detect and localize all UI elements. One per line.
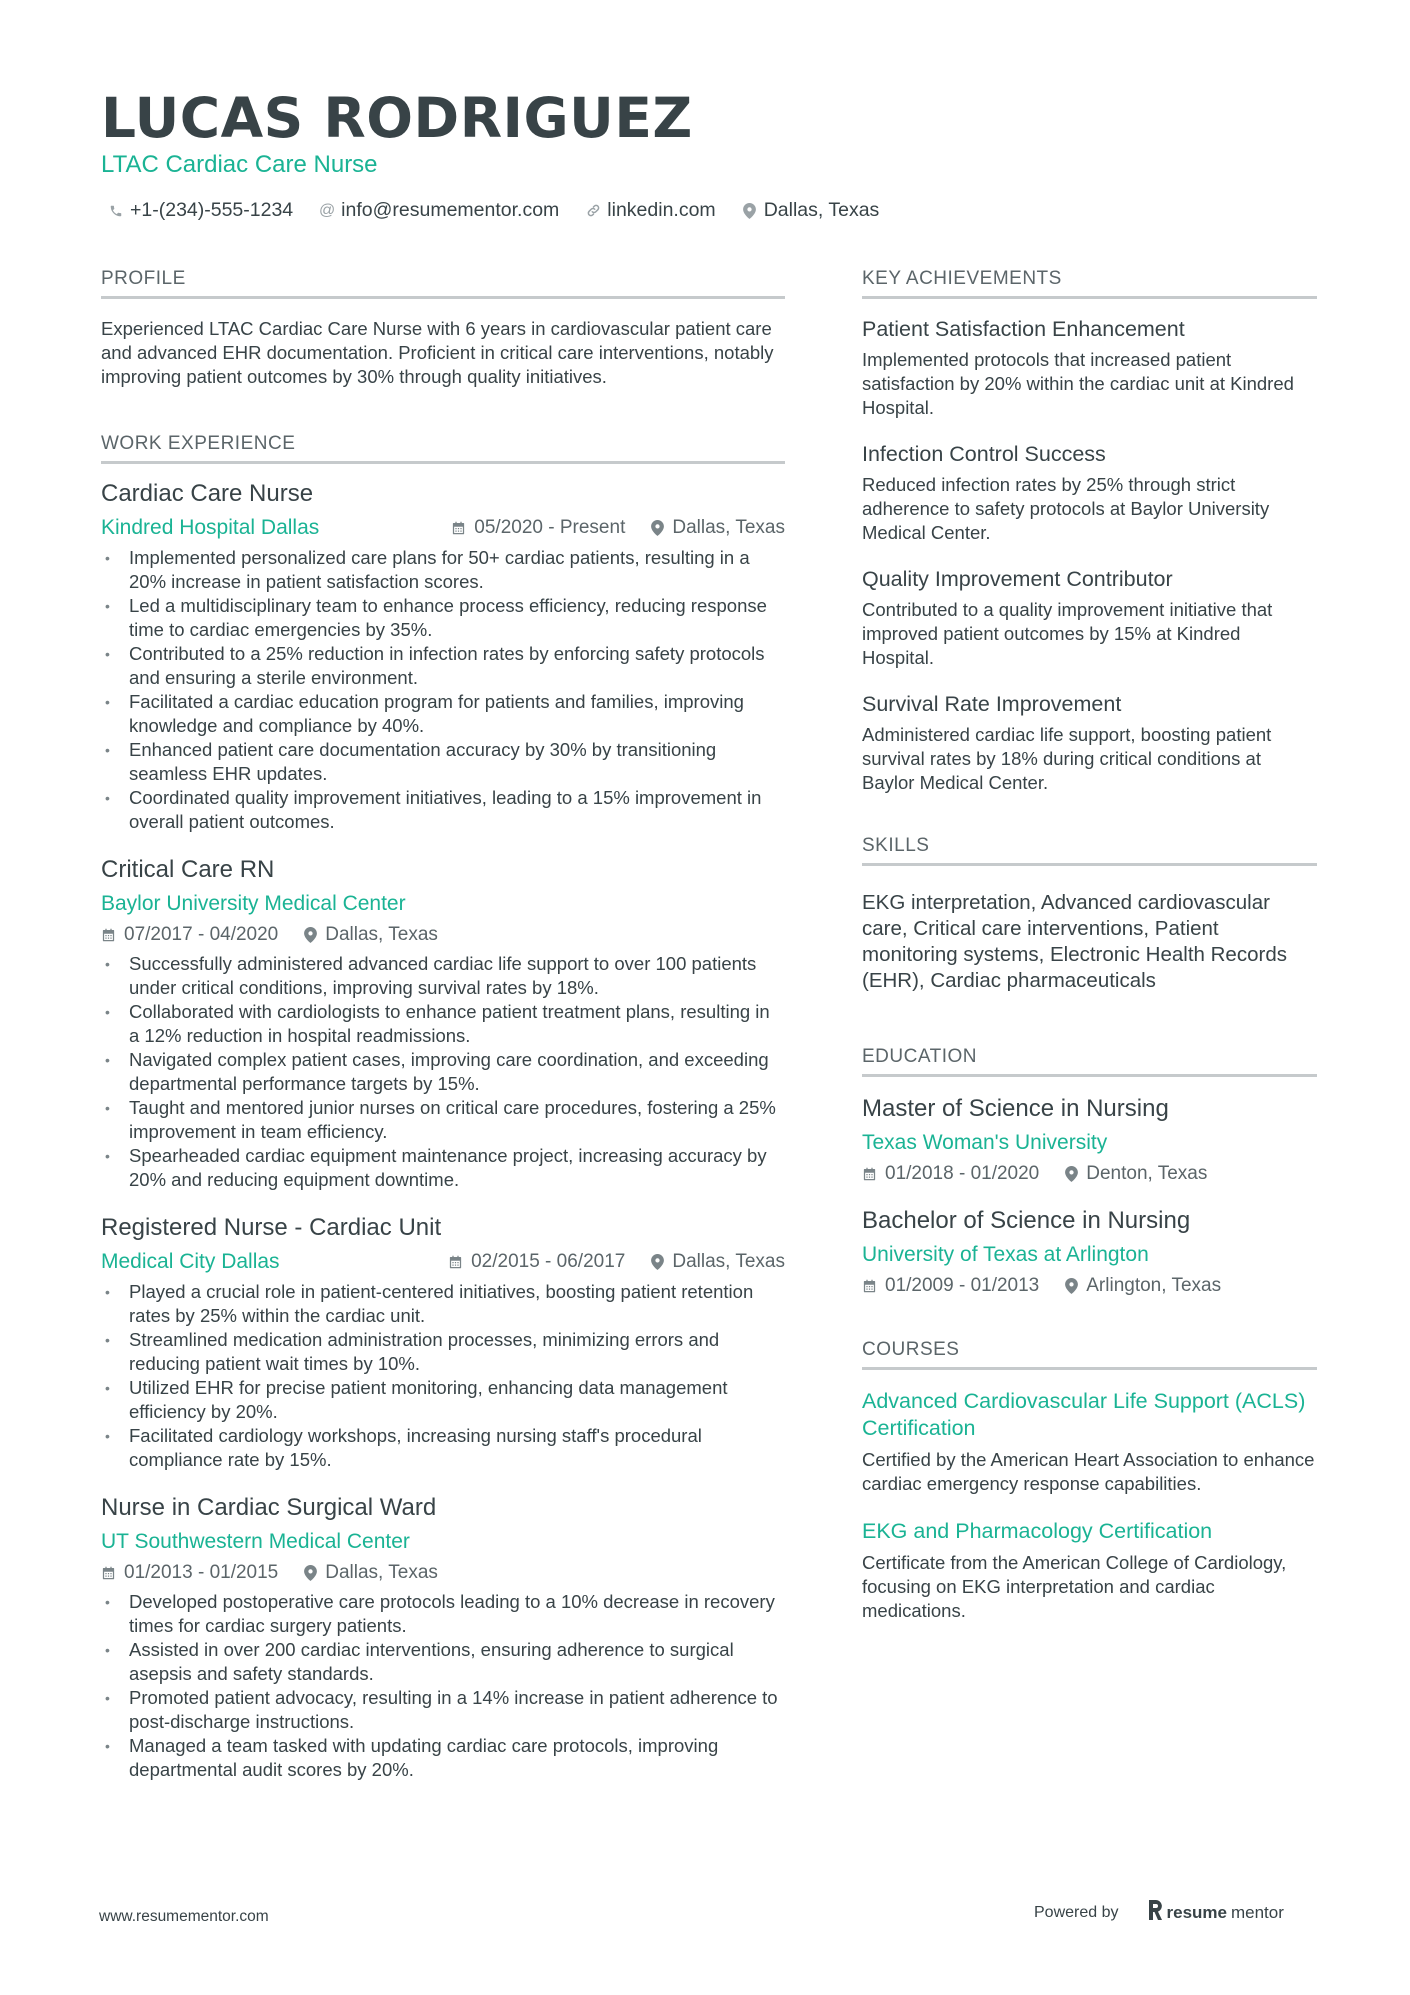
courses-heading: COURSES [862,1339,1317,1370]
course-text: Certified by the American Heart Association to enhance cardiac emergency response capabilities. [862,1449,1315,1494]
achievement-text: Contributed to a quality improvement initiative that improved patient outcomes by 15% at Kindred Hospital. [862,599,1273,668]
job-location: Dallas, Texas [672,1251,785,1272]
job-location: Dallas, Texas [325,924,438,945]
achievements-section [862,268,1317,795]
job-bullets [101,952,785,1192]
bullet-item: • Facilitated cardiology workshops, increasing nursing staff's procedural compliance rate by 15%. [101,1424,785,1472]
bullet-item: • Streamlined medication administration processes, minimizing errors and reducing patient wait times by 10%. [101,1328,785,1376]
achievement-title: Infection Control Success [862,442,1106,466]
profile-text: Experienced LTAC Cardiac Care Nurse with 6 years in cardiovascular patient care and advanced EHR documentation. Proficient in critical care interventions, notably improving patient outcomes by 30% through quality initiatives. [101,318,774,387]
job-dates: 05/2020 - Present [474,517,626,538]
job-title: Registered Nurse - Cardiac Unit [101,1214,442,1241]
skills-section [862,835,1317,994]
phone-icon [108,204,124,218]
calendar-icon [451,520,466,536]
job-title: Nurse in Cardiac Surgical Ward [101,1494,437,1521]
candidate-title: LTAC Cardiac Care Nurse [101,151,378,178]
education-meta [862,1275,1317,1297]
job-meta-right [451,517,785,539]
location-icon [304,927,317,943]
education-dates: 01/2009 - 01/2013 [885,1275,1040,1296]
location-icon [1065,1166,1078,1182]
job-bullets [101,546,785,834]
achievement-item [862,567,1317,670]
achievement-item [862,692,1317,795]
brand-name-light: mentor [1230,1902,1284,1922]
achievement-text: Reduced infection rates by 25% through strict adherence to safety protocols at Baylor University Medical Center. [862,474,1270,543]
left-column [101,268,785,1804]
education-school: University of Texas at Arlington [862,1243,1149,1266]
job-meta [101,1250,785,1274]
achievement-title: Patient Satisfaction Enhancement [862,317,1185,341]
bullet-item: • Successfully administered advanced cardiac life support to over 100 patients under critical conditions, improving survival rates by 18%. [101,952,785,1000]
job-company: Medical City Dallas [101,1250,280,1273]
job-entry [101,1214,785,1472]
education-degree: Master of Science in Nursing [862,1095,1169,1122]
job-dates: 07/2017 - 04/2020 [124,924,279,945]
job-meta [101,1562,785,1584]
job-company: Baylor University Medical Center [101,892,406,915]
powered-by-label: Powered by [1034,1903,1119,1921]
achievement-title: Survival Rate Improvement [862,692,1122,716]
job-entry [101,1494,785,1782]
bullet-item: • Coordinated quality improvement initiatives, leading to a 15% improvement in overall patient outcomes. [101,786,785,834]
job-title: Cardiac Care Nurse [101,480,314,507]
job-meta [101,924,785,946]
education-location: Arlington, Texas [1086,1275,1222,1296]
job-entry [101,480,785,834]
bullet-item: • Contributed to a 25% reduction in infection rates by enforcing safety protocols and ensuring a sterile environment. [101,642,785,690]
contact-phone [108,199,293,222]
job-company: Kindred Hospital Dallas [101,516,320,539]
education-degree: Bachelor of Science in Nursing [862,1207,1191,1234]
job-bullets [101,1590,785,1782]
calendar-icon [448,1254,463,1270]
achievements-heading: KEY ACHIEVEMENTS [862,268,1317,299]
candidate-name: LUCAS RODRIGUEZ [101,86,693,150]
contact-linkedin[interactable] [585,199,715,222]
bullet-item: • Collaborated with cardiologists to enhance patient treatment plans, resulting in a 12% reduction in hospital readmissions. [101,1000,785,1048]
location-icon [742,203,758,219]
bullet-item: • Managed a team tasked with updating cardiac care protocols, improving departmental audit scores by 20%. [101,1734,785,1782]
education-item [862,1207,1317,1297]
calendar-icon [101,1565,116,1581]
bullet-item: • Developed postoperative care protocols leading to a 10% decrease in recovery times for cardiac surgery patients. [101,1590,785,1638]
bullet-item: • Enhanced patient care documentation accuracy by 30% by transitioning seamless EHR updates. [101,738,785,786]
achievement-text: Implemented protocols that increased patient satisfaction by 20% within the cardiac unit at Kindred Hospital. [862,349,1294,418]
bullet-item: • Facilitated a cardiac education program for patients and families, improving knowledge and compliance by 40%. [101,690,785,738]
education-section [862,1046,1317,1297]
job-meta [101,516,785,540]
bullet-item: • Led a multidisciplinary team to enhance process efficiency, reducing response time to cardiac emergencies by 35%. [101,594,785,642]
brand-logo[interactable] [1147,1900,1284,1925]
contact-linkedin-text: linkedin.com [607,199,716,221]
profile-section [101,268,785,389]
experience-section [101,433,785,1782]
calendar-icon [862,1278,877,1294]
job-company: UT Southwestern Medical Center [101,1530,410,1553]
job-title: Critical Care RN [101,856,275,883]
footer-branding [1034,1900,1284,1925]
profile-heading: PROFILE [101,268,785,299]
job-location: Dallas, Texas [325,1562,438,1583]
course-text: Certificate from the American College of Cardiology, focusing on EKG interpretation and cardiac medications. [862,1552,1287,1621]
job-dates: 01/2013 - 01/2015 [124,1562,279,1583]
bullet-item: • Utilized EHR for precise patient monitoring, enhancing data management efficiency by 20%. [101,1376,785,1424]
brand-mark-icon [1147,1900,1163,1925]
education-location: Denton, Texas [1086,1163,1208,1184]
calendar-icon [862,1166,877,1182]
contact-bar [108,199,879,222]
education-school: Texas Woman's University [862,1131,1108,1154]
contact-email[interactable] [319,199,559,222]
skills-text: EKG interpretation, Advanced cardiovascular care, Critical care interventions, Patient monitoring systems, Electronic Health Records (EHR), Cardiac pharmaceuticals [862,891,1287,992]
location-icon [304,1565,317,1581]
bullet-item: • Taught and mentored junior nurses on critical care procedures, fostering a 25% improvement in team efficiency. [101,1096,785,1144]
at-icon: @ [319,201,336,219]
education-dates: 01/2018 - 01/2020 [885,1163,1040,1184]
location-icon [651,1254,664,1270]
bullet-item: • Promoted patient advocacy, resulting in a 14% increase in patient adherence to post-discharge instructions. [101,1686,785,1734]
contact-location [742,199,880,222]
location-icon [1065,1278,1078,1294]
bullet-item: • Navigated complex patient cases, improving care coordination, and exceeding departmental performance targets by 15%. [101,1048,785,1096]
job-entry [101,856,785,1192]
course-title: EKG and Pharmacology Certification [862,1519,1213,1543]
brand-name-bold: resume [1166,1902,1227,1922]
bullet-item: • Played a crucial role in patient-centered initiatives, boosting patient retention rates by 25% within the cardiac unit. [101,1280,785,1328]
education-heading: EDUCATION [862,1046,1317,1077]
contact-email-text: info@resumementor.com [341,199,560,221]
achievement-text: Administered cardiac life support, boosting patient survival rates by 18% during critical conditions at Baylor Medical Center. [862,724,1272,793]
location-icon [651,520,664,536]
achievement-title: Quality Improvement Contributor [862,567,1173,591]
calendar-icon [101,927,116,943]
bullet-item: • Implemented personalized care plans for 50+ cardiac patients, resulting in a 20% increase in patient satisfaction scores. [101,546,785,594]
job-meta-right [448,1251,785,1273]
bullet-item: • Spearheaded cardiac equipment maintenance project, increasing accuracy by 20% and reducing equipment downtime. [101,1144,785,1192]
right-column [862,268,1317,1645]
achievement-item [862,442,1317,545]
bullet-item: • Assisted in over 200 cardiac interventions, ensuring adherence to surgical asepsis and safety standards. [101,1638,785,1686]
link-icon [585,203,601,218]
course-item [862,1388,1317,1496]
experience-heading: WORK EXPERIENCE [101,433,785,464]
job-dates: 02/2015 - 06/2017 [471,1251,626,1272]
skills-heading: SKILLS [862,835,1317,866]
courses-section [862,1339,1317,1623]
achievement-item [862,317,1317,420]
job-bullets [101,1280,785,1472]
contact-phone-text: +1-(234)-555-1234 [130,199,294,221]
education-meta [862,1163,1317,1185]
course-item [862,1518,1317,1623]
footer-website[interactable]: www.resumementor.com [99,1908,269,1925]
course-title: Advanced Cardiovascular Life Support (ACLS) Certification [862,1389,1306,1440]
contact-location-text: Dallas, Texas [763,199,880,221]
job-location: Dallas, Texas [672,517,785,538]
education-item [862,1095,1317,1185]
